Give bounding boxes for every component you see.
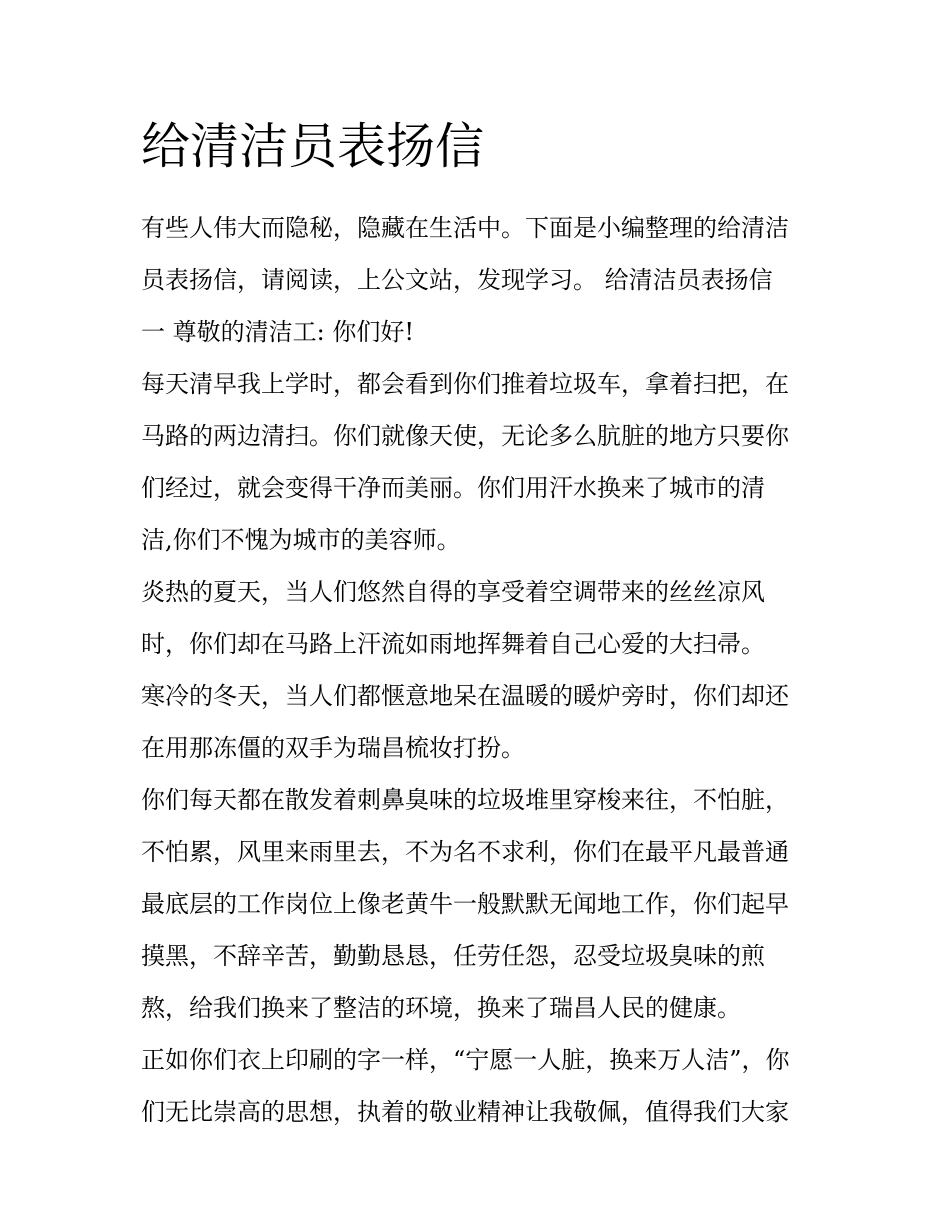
text-line: 马路的两边清扫。你们就像天使，无论多么肮脏的地方只要你 bbox=[141, 422, 789, 450]
text-line: 最底层的工作岗位上像老黄牛一般默默无闻地工作，你们起早 bbox=[141, 890, 789, 918]
text-line: 一 尊敬的清洁工: 你们好! bbox=[141, 318, 414, 346]
text-line: 们经过，就会变得干净而美丽。你们用汗水换来了城市的清 bbox=[141, 474, 765, 502]
text-line: 熬，给我们换来了整洁的环境，换来了瑞昌人民的健康。 bbox=[141, 994, 741, 1022]
text-line: 有些人伟大而隐秘，隐藏在生活中。下面是小编整理的给清洁 bbox=[141, 214, 789, 242]
text-line: 们无比崇高的思想，执着的敬业精神让我敬佩，值得我们大家 bbox=[141, 1098, 789, 1126]
text-line: 摸黑，不辞辛苦，勤勤恳恳，任劳任怨，忍受垃圾臭味的煎 bbox=[141, 942, 765, 970]
text-line: 寒冷的冬天，当人们都惬意地呆在温暖的暖炉旁时，你们却还 bbox=[141, 682, 789, 710]
text-line: 员表扬信，请阅读，上公文站，发现学习。 给清洁员表扬信 bbox=[141, 266, 773, 294]
text-line: 每天清早我上学时，都会看到你们推着垃圾车，拿着扫把，在 bbox=[141, 370, 789, 398]
text-line: 时，你们却在马路上汗流如雨地挥舞着自己心爱的大扫帚。 bbox=[141, 630, 765, 658]
document-title: 给清洁员表扬信 bbox=[141, 118, 485, 175]
text-line: 洁,你们不愧为城市的美容师。 bbox=[141, 526, 461, 554]
text-line: 正如你们衣上印刷的字一样，“宁愿一人脏，换来万人洁”，你 bbox=[141, 1046, 790, 1074]
text-line: 不怕累，风里来雨里去，不为名不求利，你们在最平凡最普通 bbox=[141, 838, 789, 866]
document-body bbox=[141, 202, 821, 1138]
document-page bbox=[141, 112, 821, 1138]
text-line: 炎热的夏天，当人们悠然自得的享受着空调带来的丝丝凉风 bbox=[141, 578, 765, 606]
text-line: 你们每天都在散发着刺鼻臭味的垃圾堆里穿梭来往，不怕脏， bbox=[141, 786, 789, 814]
text-line: 在用那冻僵的双手为瑞昌梳妆打扮。 bbox=[141, 734, 525, 762]
